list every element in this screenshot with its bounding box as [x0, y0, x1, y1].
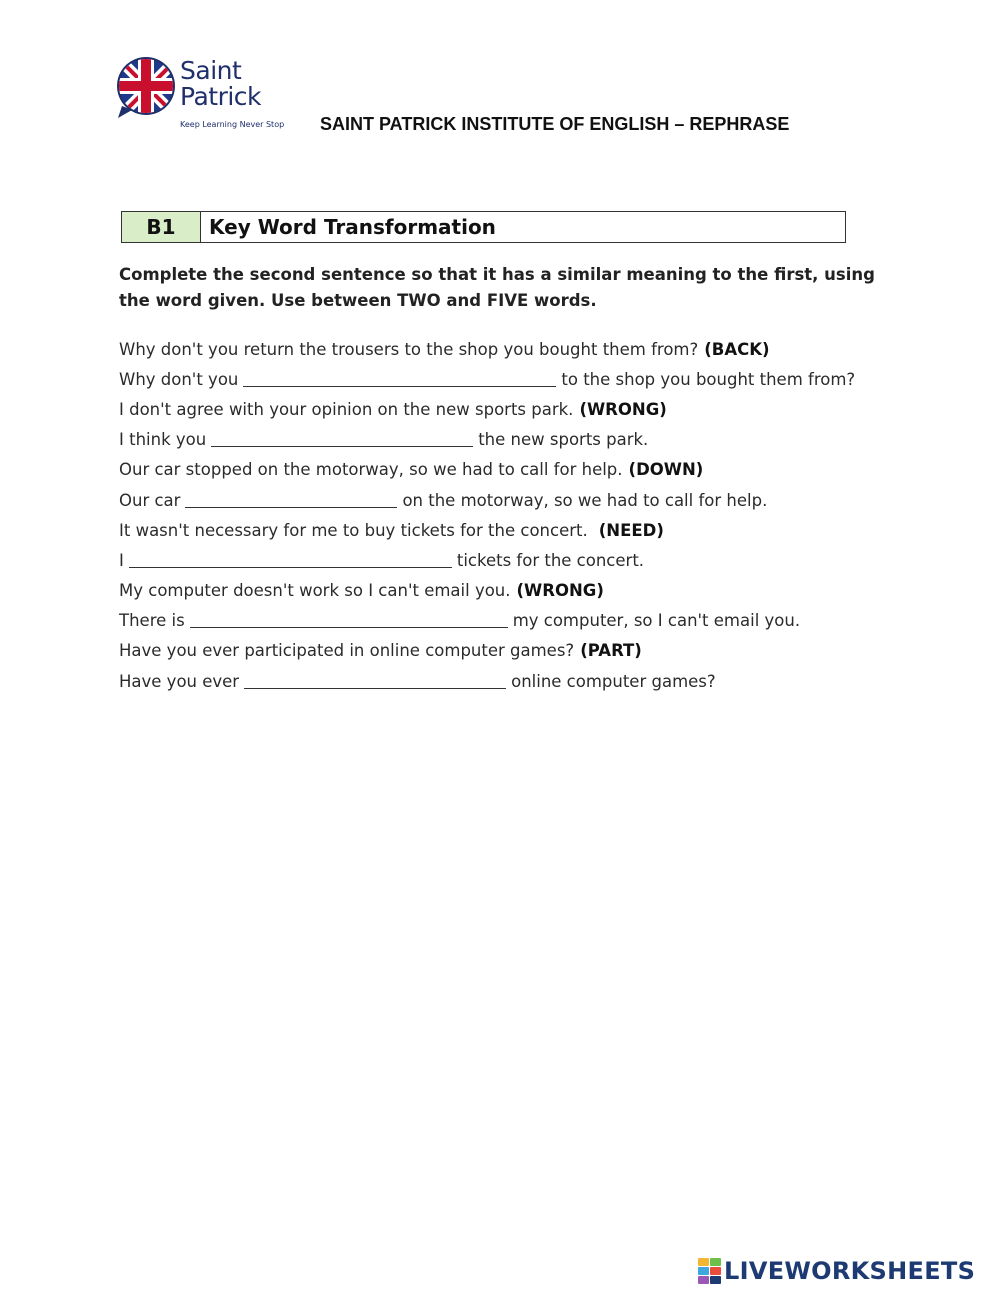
- rewrite-suffix: online computer games?: [511, 671, 716, 691]
- key-word: (DOWN): [628, 460, 704, 480]
- original-sentence: [119, 636, 919, 666]
- original-sentence: [119, 334, 919, 364]
- rewrite-sentence: [119, 425, 919, 455]
- rewrite-prefix: Why don't you: [119, 369, 239, 389]
- answer-blank[interactable]: [244, 670, 506, 689]
- rewrite-suffix: my computer, so I can't email you.: [512, 611, 801, 631]
- rewrite-prefix: I: [119, 550, 124, 570]
- key-word: (PART): [580, 641, 642, 661]
- key-word: (NEED): [598, 520, 664, 540]
- sentence-text: It wasn't necessary for me to buy tickets for the concert.: [119, 520, 588, 540]
- logo-name-line2: Patrick: [180, 82, 262, 111]
- instructions: Complete the second sentence so that it has a similar meaning to the first, using the word given. Use between TWO and FIVE words.: [119, 265, 875, 310]
- union-jack-speech-bubble-icon: [116, 56, 180, 120]
- rewrite-prefix: There is: [119, 611, 185, 631]
- rewrite-sentence: [119, 485, 919, 515]
- original-sentence: [119, 394, 919, 424]
- logo-name-line1: Saint: [180, 56, 242, 85]
- sentence-text: Our car stopped on the motorway, so we had to call for help.: [119, 460, 623, 480]
- section-heading: [121, 211, 846, 243]
- page-title: SAINT PATRICK INSTITUTE OF ENGLISH – REPHRASE: [320, 114, 790, 134]
- rewrite-sentence: [119, 364, 919, 394]
- original-sentence: [119, 576, 919, 606]
- original-sentence: [119, 515, 919, 545]
- key-word: (BACK): [704, 339, 770, 359]
- liveworksheets-brand: [698, 1256, 975, 1286]
- answer-blank[interactable]: [211, 428, 473, 447]
- answer-blank[interactable]: [190, 609, 508, 628]
- brand-name: LIVEWORKSHEETS: [724, 1257, 976, 1285]
- saint-patrick-logo: [116, 56, 291, 134]
- section-level-badge: B1: [122, 212, 201, 242]
- answer-blank[interactable]: [129, 549, 452, 568]
- rewrite-suffix: on the motorway, so we had to call for help.: [402, 490, 768, 510]
- rewrite-suffix: tickets for the concert.: [456, 550, 645, 570]
- original-sentence: [119, 455, 919, 485]
- rewrite-sentence: [119, 545, 919, 575]
- rewrite-sentence: [119, 666, 919, 696]
- key-word: (WRONG): [516, 581, 604, 601]
- key-word: (WRONG): [579, 399, 667, 419]
- rewrite-prefix: I think you: [119, 430, 207, 450]
- rewrite-suffix: the new sports park.: [478, 430, 649, 450]
- answer-blank[interactable]: [243, 368, 556, 387]
- exercise-list: [119, 334, 919, 696]
- rewrite-prefix: Have you ever: [119, 671, 240, 691]
- liveworksheets-logo-icon: [698, 1258, 722, 1284]
- logo-tagline: Keep Learning Never Stop: [180, 120, 285, 129]
- rewrite-prefix: Our car: [119, 490, 181, 510]
- sentence-text: Why don't you return the trousers to the shop you bought them from?: [119, 339, 699, 359]
- rewrite-sentence: [119, 606, 919, 636]
- sentence-text: My computer doesn't work so I can't email you.: [119, 581, 511, 601]
- rewrite-suffix: to the shop you bought them from?: [561, 369, 856, 389]
- section-title: Key Word Transformation: [209, 215, 496, 239]
- sentence-text: Have you ever participated in online computer games?: [119, 641, 575, 661]
- sentence-text: I don't agree with your opinion on the new sports park.: [119, 399, 574, 419]
- answer-blank[interactable]: [185, 489, 397, 508]
